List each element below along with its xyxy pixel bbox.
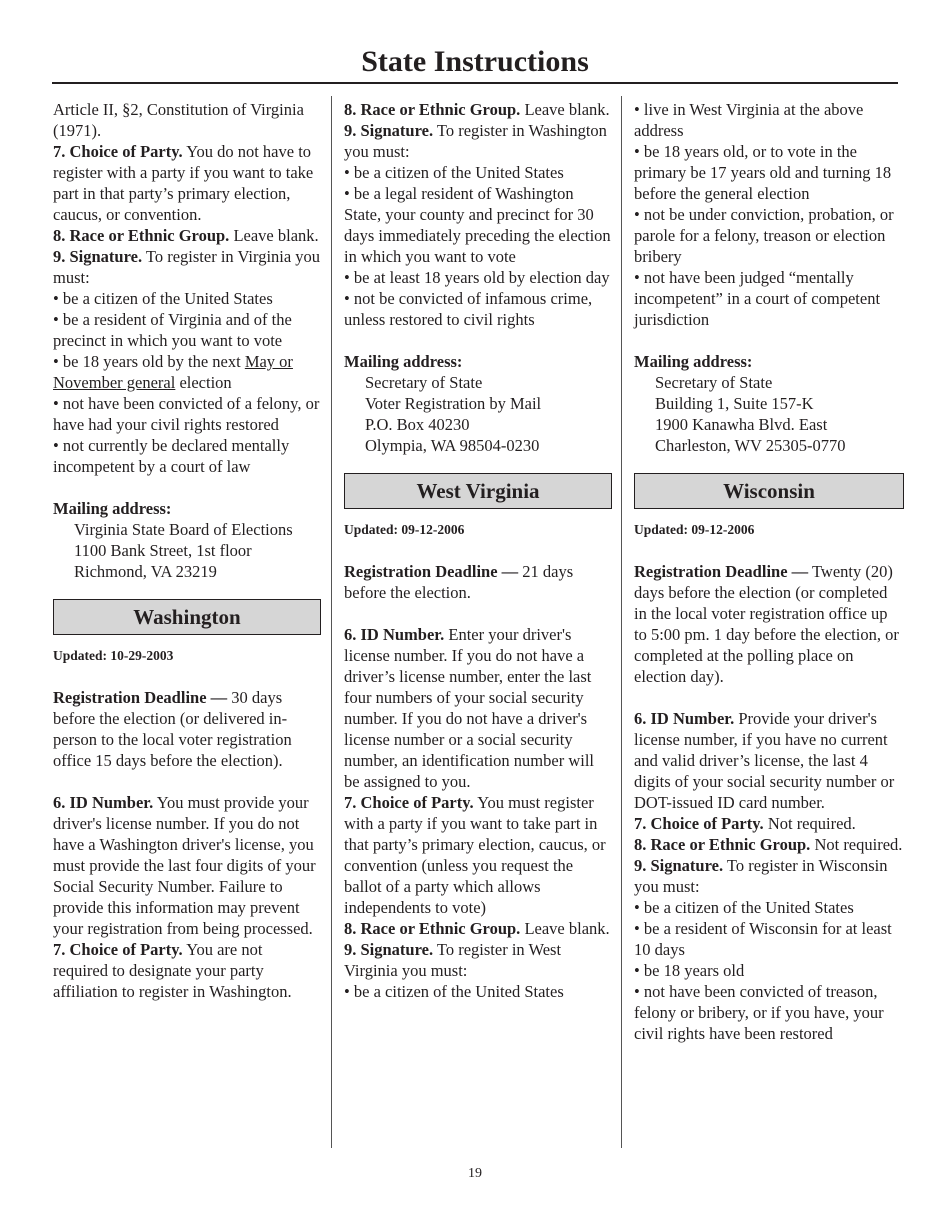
virginia-choice-of-party — [53, 141, 321, 225]
washington-signature — [344, 120, 612, 162]
label: 7. Choice of Party. — [53, 940, 183, 959]
text: Not required. — [763, 814, 856, 833]
west-virginia-choice-of-party — [344, 792, 612, 918]
list-item: • live in West Virginia at the above address — [634, 100, 864, 140]
column-2 — [344, 99, 612, 1002]
text: To register in Virginia you must: — [53, 247, 321, 287]
text: To register in Washington you must: — [344, 121, 607, 161]
text: 30 days before the election (or delivered in-person to the local voter registration office 15 days before the election). — [53, 688, 292, 770]
label: Registration Deadline — — [53, 688, 228, 707]
text: Provide your driver's license number, if you have no current and valid driver’s license, the last 4 digits of your social security number or DOT-issued ID card number. — [634, 709, 895, 812]
text: election — [175, 373, 232, 392]
label: Registration Deadline — — [344, 562, 519, 581]
column-3 — [634, 99, 904, 1044]
west-virginia-id-number — [344, 624, 612, 792]
address-line: Secretary of State — [655, 373, 773, 392]
list-item: • be at least 18 years old by election day — [344, 268, 610, 287]
updated-date: Updated: 09-12-2006 — [344, 522, 465, 537]
address-line: Virginia State Board of Elections — [74, 520, 293, 539]
label: 6. ID Number. — [634, 709, 735, 728]
label: 8. Race or Ethnic Group. — [634, 835, 811, 854]
updated-date: Updated: 09-12-2006 — [634, 522, 755, 537]
text: Leave blank. — [520, 100, 610, 119]
list-item: • be a legal resident of Washington State, your county and precinct for 30 days immediately preceding the election in which you want to vote — [344, 184, 611, 266]
label: 9. Signature. — [634, 856, 724, 875]
column-divider — [331, 96, 332, 1148]
title-divider — [52, 82, 898, 84]
mailing-address-label — [344, 351, 612, 372]
text: You do not have to register with a party if you want to take part in that party’s primary election, caucus, or convention. — [53, 142, 314, 224]
washington-id-number — [53, 792, 321, 939]
west-virginia-race — [344, 918, 612, 939]
list-item: • be a citizen of the United States — [53, 289, 273, 308]
text: 21 days before the election. — [344, 562, 574, 602]
label: 8. Race or Ethnic Group. — [53, 226, 230, 245]
list-item: • not currently be declared mentally incompetent by a court of law — [53, 436, 290, 476]
underlined-text: May or November general — [53, 352, 293, 392]
page-number: 19 — [468, 1166, 482, 1181]
washington-deadline — [53, 687, 321, 771]
list-item: • be 18 years old — [634, 961, 745, 980]
label: Mailing address: — [634, 352, 753, 371]
list-item: • be a citizen of the United States — [344, 163, 564, 182]
address-line: P.O. Box 40230 — [365, 415, 470, 434]
label: 7. Choice of Party. — [344, 793, 474, 812]
list-item — [53, 351, 321, 393]
address-line: 1900 Kanawha Blvd. East — [655, 415, 828, 434]
address-line: Voter Registration by Mail — [365, 394, 542, 413]
list-item: • be a citizen of the United States — [634, 898, 854, 917]
washington-choice-of-party — [53, 939, 321, 1002]
text: Leave blank. — [233, 226, 319, 245]
west-virginia-deadline — [344, 561, 612, 603]
text: • be 18 years old by the next — [53, 352, 245, 371]
address-line: 1100 Bank Street, 1st floor — [74, 541, 252, 560]
section-heading-wisconsin: Wisconsin — [634, 473, 904, 509]
virginia-signature — [53, 246, 321, 288]
address-line: Building 1, Suite 157-K — [655, 394, 814, 413]
address-line: Charleston, WV 25305-0770 — [655, 436, 846, 455]
section-heading-washington: Washington — [53, 599, 321, 635]
wisconsin-id-number — [634, 708, 904, 813]
wisconsin-race — [634, 834, 904, 855]
text: Not required. — [810, 835, 903, 854]
address-line: Olympia, WA 98504-0230 — [365, 436, 540, 455]
text: Enter your driver's license number. If you do not have a driver’s license number, enter the last four numbers of your social security number. If you do not have a driver's license number or a social security number, an identification number will be assigned to you. — [344, 625, 594, 791]
list-item: • not be convicted of infamous crime, unless restored to civil rights — [344, 289, 593, 329]
updated-date: Updated: 10-29-2003 — [53, 648, 174, 663]
list-item: • be a resident of Wisconsin for at least 10 days — [634, 919, 892, 959]
label: 8. Race or Ethnic Group. — [344, 100, 521, 119]
list-item: • not have been convicted of treason, felony or bribery, or if you have, your civil rights have been restored — [634, 982, 884, 1043]
label: 6. ID Number. — [344, 625, 445, 644]
text: You are not required to designate your party affiliation to register in Washington. — [53, 940, 292, 1001]
page-title: State Instructions — [361, 45, 589, 78]
mailing-address-label — [53, 498, 321, 519]
west-virginia-signature — [344, 939, 612, 981]
wisconsin-deadline — [634, 561, 904, 687]
label: Mailing address: — [344, 352, 463, 371]
text: You must register with a party if you want to take part in that party’s primary election, caucus, or convention (unless you request the ballot of a party which allows independents to vote) — [344, 793, 606, 917]
column-divider — [621, 96, 622, 1148]
address-line: Richmond, VA 23219 — [74, 562, 217, 581]
label: 9. Signature. — [53, 247, 143, 266]
text: To register in West Virginia you must: — [344, 940, 562, 980]
label: 6. ID Number. — [53, 793, 154, 812]
list-item: • not be under conviction, probation, or parole for a felony, treason or election bribery — [634, 205, 894, 266]
text: To register in Wisconsin you must: — [634, 856, 888, 896]
list-item: • not have been convicted of a felony, or have had your civil rights restored — [53, 394, 320, 434]
section-heading-west-virginia: West Virginia — [344, 473, 612, 509]
list-item: • be a citizen of the United States — [344, 982, 564, 1001]
text: You must provide your driver's license number. If you do not have a Washington driver's license, you must provide the last four digits of your Social Security Number. Failure to provide this information may prevent your registration from being processed. — [53, 793, 316, 938]
label: 8. Race or Ethnic Group. — [344, 919, 521, 938]
label: 9. Signature. — [344, 940, 434, 959]
list-item: • be 18 years old, or to vote in the primary be 17 years old and turning 18 before the general election — [634, 142, 892, 203]
label: 9. Signature. — [344, 121, 434, 140]
virginia-article: Article II, §2, Constitution of Virginia (1971). — [53, 100, 304, 140]
text: Leave blank. — [520, 919, 610, 938]
list-item: • not have been judged “mentally incompetent” in a court of competent jurisdiction — [634, 268, 881, 329]
column-1 — [53, 99, 321, 1002]
label: 7. Choice of Party. — [53, 142, 183, 161]
list-item: • be a resident of Virginia and of the precinct in which you want to vote — [53, 310, 292, 350]
mailing-address-label — [634, 351, 904, 372]
virginia-race — [53, 225, 321, 246]
wisconsin-choice-of-party — [634, 813, 904, 834]
label: Mailing address: — [53, 499, 172, 518]
label: Registration Deadline — — [634, 562, 809, 581]
label: 7. Choice of Party. — [634, 814, 764, 833]
wisconsin-signature — [634, 855, 904, 897]
washington-race — [344, 99, 612, 120]
address-line: Secretary of State — [365, 373, 483, 392]
text: Twenty (20) days before the election (or completed in the local voter registration office up to 5:00 pm. 1 day before the election, or completed at the polling place on election day). — [634, 562, 899, 686]
